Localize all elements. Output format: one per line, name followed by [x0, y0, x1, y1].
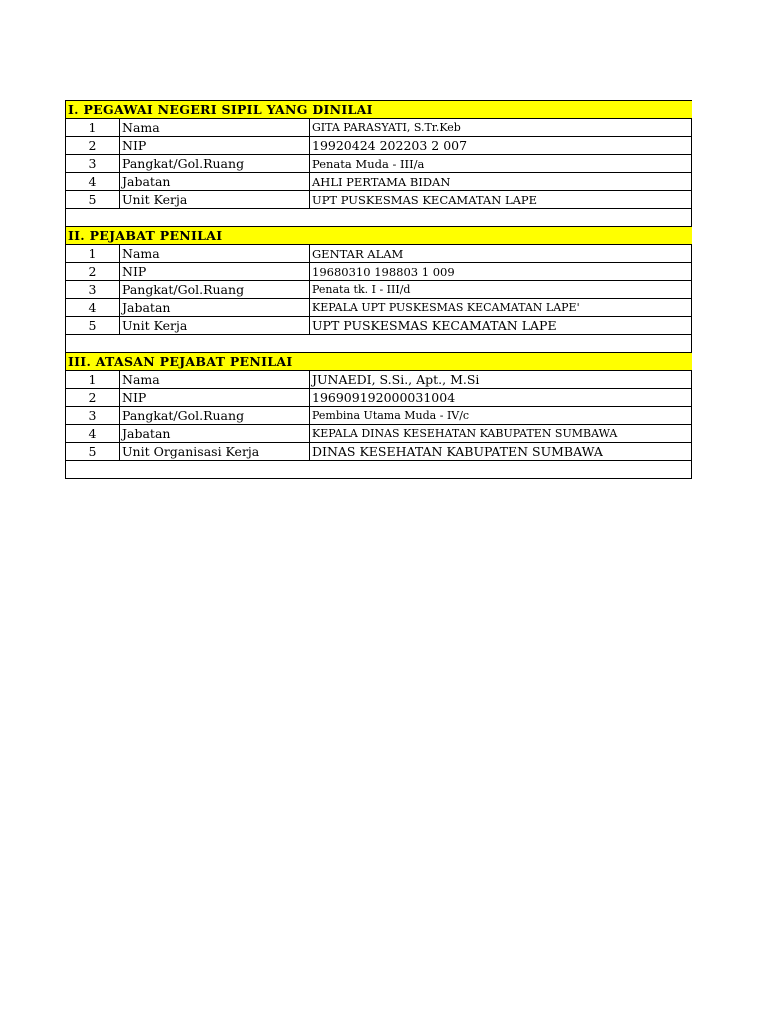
- table-row: [66, 263, 692, 281]
- section-header-atasan-pejabat-penilai: [66, 353, 692, 371]
- row-label: Pangkat/Gol.Ruang: [120, 407, 310, 425]
- section-title: II. PEJABAT PENILAI: [66, 227, 692, 245]
- section-header-pejabat-penilai: [66, 227, 692, 245]
- row-value: 19680310 198803 1 009: [310, 263, 692, 281]
- section-title: III. ATASAN PEJABAT PENILAI: [66, 353, 692, 371]
- table-row: [66, 245, 692, 263]
- spacer-row: [66, 209, 692, 227]
- row-number: 5: [66, 191, 120, 209]
- section-header-pns-dinilai: [66, 101, 692, 119]
- row-number: 5: [66, 317, 120, 335]
- table-row: [66, 407, 692, 425]
- spacer-row: [66, 335, 692, 353]
- spacer-row: [66, 461, 692, 479]
- row-value: GENTAR ALAM: [310, 245, 692, 263]
- row-value: UPT PUSKESMAS KECAMATAN LAPE: [310, 317, 692, 335]
- row-value: 19920424 202203 2 007: [310, 137, 692, 155]
- table-row: [66, 317, 692, 335]
- row-label: NIP: [120, 263, 310, 281]
- row-value: DINAS KESEHATAN KABUPATEN SUMBAWA: [310, 443, 692, 461]
- table-row: [66, 137, 692, 155]
- table-row: [66, 155, 692, 173]
- table-row: [66, 191, 692, 209]
- table-row: [66, 299, 692, 317]
- row-value: Penata tk. I - III/d: [310, 281, 692, 299]
- table-row: [66, 119, 692, 137]
- row-label: Unit Kerja: [120, 317, 310, 335]
- row-number: 4: [66, 425, 120, 443]
- row-label: NIP: [120, 389, 310, 407]
- row-value: Pembina Utama Muda - IV/c: [310, 407, 692, 425]
- row-number: 1: [66, 371, 120, 389]
- row-value: 196909192000031004: [310, 389, 692, 407]
- table-row: [66, 371, 692, 389]
- row-label: Unit Organisasi Kerja: [120, 443, 310, 461]
- table-row: [66, 443, 692, 461]
- row-number: 3: [66, 281, 120, 299]
- row-value: Penata Muda - III/a: [310, 155, 692, 173]
- row-label: Jabatan: [120, 173, 310, 191]
- row-value: AHLI PERTAMA BIDAN: [310, 173, 692, 191]
- row-value: JUNAEDI, S.Si., Apt., M.Si: [310, 371, 692, 389]
- row-number: 3: [66, 407, 120, 425]
- row-label: Pangkat/Gol.Ruang: [120, 155, 310, 173]
- row-number: 2: [66, 263, 120, 281]
- row-value: UPT PUSKESMAS KECAMATAN LAPE: [310, 191, 692, 209]
- table-row: [66, 425, 692, 443]
- row-number: 1: [66, 245, 120, 263]
- row-number: 2: [66, 389, 120, 407]
- table-row: [66, 173, 692, 191]
- row-label: Nama: [120, 245, 310, 263]
- table-row: [66, 389, 692, 407]
- row-label: Nama: [120, 119, 310, 137]
- row-number: 4: [66, 173, 120, 191]
- row-label: Pangkat/Gol.Ruang: [120, 281, 310, 299]
- row-label: Jabatan: [120, 299, 310, 317]
- row-number: 1: [66, 119, 120, 137]
- row-number: 3: [66, 155, 120, 173]
- row-label: Jabatan: [120, 425, 310, 443]
- row-value: KEPALA DINAS KESEHATAN KABUPATEN SUMBAWA: [310, 425, 692, 443]
- row-label: NIP: [120, 137, 310, 155]
- table-row: [66, 281, 692, 299]
- row-number: 2: [66, 137, 120, 155]
- row-value: KEPALA UPT PUSKESMAS KECAMATAN LAPE': [310, 299, 692, 317]
- assessment-identity-table: [65, 100, 692, 479]
- row-label: Nama: [120, 371, 310, 389]
- row-number: 5: [66, 443, 120, 461]
- row-value: GITA PARASYATI, S.Tr.Keb: [310, 119, 692, 137]
- section-title: I. PEGAWAI NEGERI SIPIL YANG DINILAI: [66, 101, 692, 119]
- row-label: Unit Kerja: [120, 191, 310, 209]
- row-number: 4: [66, 299, 120, 317]
